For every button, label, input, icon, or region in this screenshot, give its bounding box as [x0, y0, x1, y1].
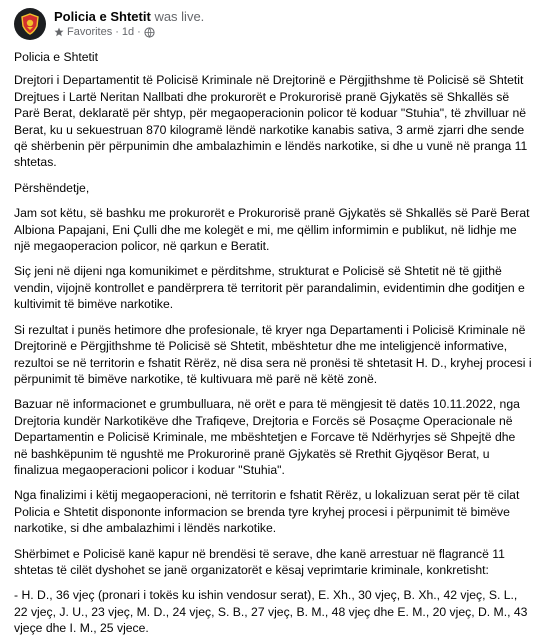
post-paragraph: Siç jeni në dijeni nga komunikimet e përditshme, strukturat e Policisë së Shtetit në të gjithë vendin, vijojnë kontrollet e pandërprera të territorit për parandalimin, evidentimin dhe goditjen e kultivimit të bimëve narkotike. — [14, 264, 525, 312]
meta-separator: · — [115, 26, 119, 38]
post-time[interactable]: 1d — [121, 26, 135, 38]
page-name-link[interactable]: Policia e Shtetit — [54, 9, 151, 24]
post-paragraph: Bazuar në informacionet e grumbulluara, në orët e para të mëngjesit të datës 10.11.2022, nga Drejtoria kundër Narkotikëve dhe Trafiqeve, Drejtoria e Forcës së Posaçme Operacionale në Departamentin e Policisë Kriminale, me mbështetjen e Forcave të Ndërhyrjes së Shpejtë dhe në bashkëpunim të ngushtë me Prokurorinë pranë Gjykatës së Rrethit Gjyqësor Berat, u finalizua megaoperacioni policor i koduar "Stuhia". — [14, 397, 520, 477]
post-paragraph: Drejtori i Departamentit të Policisë Kriminale në Drejtorinë e Përgjithshme të Policisë së Shtetit Drejtues i Lartë Neritan Nallbati dhe prokurorët e Prokurorisë pranë Gjykatës së Shkallës së Parë Berat, deklaratë për shtyp, për megaoperacionin policor të koduar "Stuhia", të zhvilluar në Berat, ku u sekuestruan 870 kilogramë lëndë narkotike kanabis sativa, 3 armë zjarri dhe sende që shërbenin për përpunimin dhe ambalazhimin e lëndës narkotike, si dhe u vunë në pranga 11 shtetas. — [14, 73, 528, 170]
star-icon — [54, 27, 64, 37]
favorites-label[interactable]: Favorites — [67, 26, 113, 38]
post-paragraph: Përshëndetje, — [14, 180, 90, 195]
meta-separator: · — [137, 26, 141, 38]
post-paragraph: Shërbimet e Policisë kanë kapur në brendësi të serave, dhe kanë arrestuar në flagrancë 11 shtetas të cilët dyshohet se janë organizatorët e kësaj veprimtarie kriminale, konkretisht: — [14, 546, 505, 577]
header-text — [54, 9, 204, 39]
post-paragraph: Si rezultat i punës hetimore dhe profesionale, të kryer nga Departamenti i Policisë Kriminale në Drejtorinë e Përgjithshme të Policisë së Shtetit, mbështetur dhe me inteligjencë informative, rezultoi se në territorin e fshatit Rërëz, në disa sera në pronësi të shtetasit H. D., kryhej procesi i përpunimit të bimëve narkotike, të kultivuara më parë në këtë zonë. — [14, 322, 532, 386]
post-header — [14, 6, 532, 42]
post-paragraph: Jam sot këtu, së bashku me prokurorët e Prokurorisë pranë Gjykatës së Shkallës së Parë Berat Albiona Papajani, Eni Çulli dhe me kolegët e mi, me qëllim informimin e publikut, në lidhje me një megaoperacion policor, në qarkun e Beratit. — [14, 206, 530, 254]
post-body — [14, 49, 532, 637]
globe-icon[interactable] — [144, 27, 155, 38]
post-paragraph: - H. D., 36 vjeç (pronari i tokës ku ishin vendosur serat), E. Xh., 30 vjeç, B. Xh., 42 vjeç, S. L., 22 vjeç, J. U., 23 vjeç, M. D., 24 vjeç, S. B., 27 vjeç, B. M., 48 vjeç dhe E. M., 20 vjeç, D. M., 43 vjeçe dhe I. M., 25 vjece. — [14, 588, 528, 636]
post-paragraph: Nga finalizimi i këtij megaoperacioni, në territorin e fshatit Rërëz, u lokalizuan serat për të cilat Policia e Shtetit dispononte informacion se brenda tyre kryhej procesi i përpunimit të bimëve narkotike, si dhe ambalazhimi i lëndës narkotike. — [14, 488, 520, 536]
header-title-line — [54, 9, 204, 25]
page-avatar[interactable] — [14, 8, 46, 40]
police-badge-icon — [18, 12, 42, 36]
post-meta — [54, 25, 204, 39]
post-paragraph: Policia e Shtetit — [14, 50, 99, 64]
live-status-text: was live. — [154, 9, 205, 24]
